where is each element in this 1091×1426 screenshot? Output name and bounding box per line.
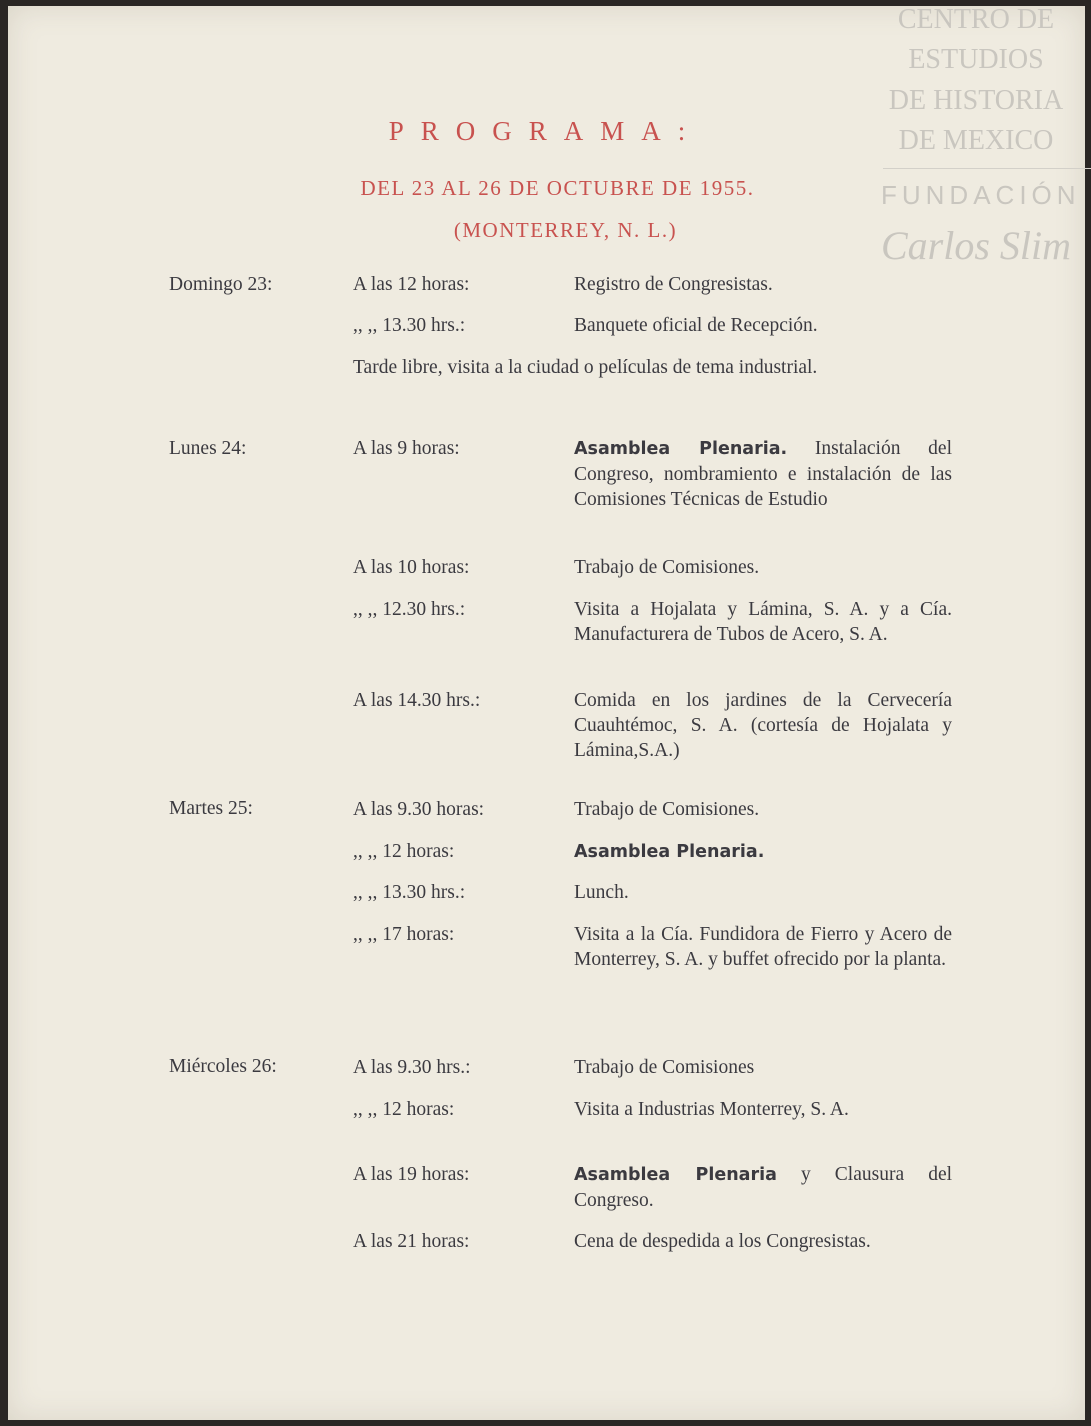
event-time: A las 9.30 hrs.: [353, 1057, 471, 1078]
event-description-bold: Asamblea Plenaria [574, 1165, 777, 1185]
day-label-domingo: Domingo 23: [169, 274, 273, 295]
event-time: A las 12 horas: [353, 274, 470, 295]
event-description-text: y Clausura del Congreso. [574, 1164, 953, 1211]
day-note: Tarde libre, visita a la ciudad o películas de tema industrial. [353, 357, 818, 378]
event-description: Banquete oficial de Recepción. [574, 315, 818, 336]
event-time: A las 9.30 horas: [353, 799, 485, 820]
day-label-martes: Martes 25: [169, 798, 253, 819]
watermark-signature: Carlos Slim [881, 223, 1072, 268]
event-time: ,, ,, 12.30 hrs.: [353, 599, 466, 620]
event-description: Lunch. [574, 882, 629, 903]
day-label-miercoles: Miércoles 26: [169, 1056, 277, 1077]
event-description-text: Instalación del Congreso, nombramiento e instalación de las Comisiones Técnicas de Estudio [574, 438, 952, 510]
page-title: PROGRAMA: [388, 116, 703, 146]
day-label-lunes: Lunes 24: [169, 438, 247, 459]
watermark-fundacion: FUNDACIÓN [881, 180, 1081, 210]
event-description [574, 839, 952, 865]
watermark-line-2: ESTUDIOS [908, 44, 1044, 75]
event-description [574, 436, 952, 512]
dates-subtitle: DEL 23 AL 26 DE OCTUBRE DE 1955. [360, 176, 755, 200]
event-time: ,, ,, 12 horas: [353, 841, 455, 862]
event-time: A las 9 horas: [353, 438, 460, 459]
event-description: Visita a Industrias Monterrey, S. A. [574, 1099, 849, 1120]
watermark-line-1: CENTRO DE [897, 4, 1055, 35]
watermark-line-3: DE HISTORIA [888, 85, 1064, 116]
event-description: Comida en los jardines de la Cervecería Cuauhtémoc, S. A. (cortesía de Hojalata y Lámina,S.A.) [574, 690, 952, 761]
event-description: Trabajo de Comisiones. [574, 799, 760, 820]
event-time: ,, ,, 13.30 hrs.: [353, 882, 466, 903]
event-description [574, 1162, 952, 1213]
event-description: Registro de Congresistas. [574, 274, 773, 295]
event-time: A las 14.30 hrs.: [353, 690, 481, 711]
event-time: ,, ,, 17 horas: [353, 924, 455, 945]
event-time: A las 10 horas: [353, 557, 470, 578]
event-description-bold: Asamblea Plenaria. [574, 842, 765, 862]
event-description: Trabajo de Comisiones. [574, 557, 760, 578]
watermark-divider [883, 168, 1091, 169]
watermark-line-4: DE MEXICO [898, 125, 1054, 156]
location-subtitle: (MONTERREY, N. L.) [453, 218, 678, 242]
event-description: Visita a Hojalata y Lámina, S. A. y a Cía. Manufacturera de Tubos de Acero, S. A. [574, 599, 952, 645]
event-description-bold: Asamblea Plenaria. [574, 439, 788, 459]
event-description: Trabajo de Comisiones [574, 1057, 755, 1078]
event-description: Cena de despedida a los Congresistas. [574, 1231, 871, 1252]
event-time: ,, ,, 13.30 hrs.: [353, 315, 466, 336]
event-description: Visita a la Cía. Fundidora de Fierro y Acero de Monterrey, S. A. y buffet ofrecido por la planta. [574, 924, 952, 970]
event-time: A las 21 horas: [353, 1231, 470, 1252]
event-time: ,, ,, 12 horas: [353, 1099, 455, 1120]
event-time: A las 19 horas: [353, 1164, 470, 1185]
